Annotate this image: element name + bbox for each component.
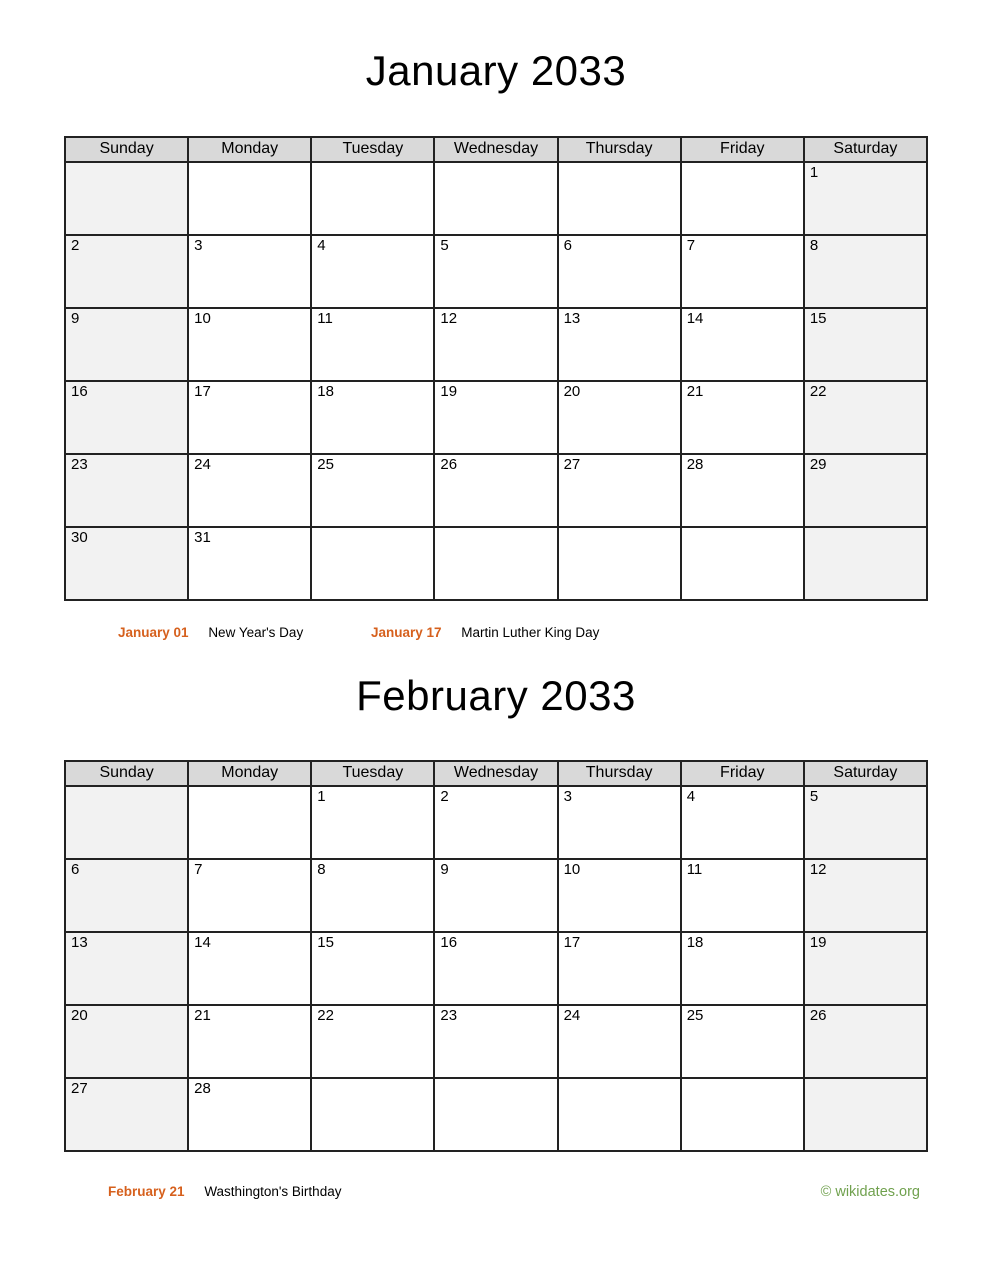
date-cell: 3: [188, 235, 311, 308]
week-row: [65, 454, 927, 527]
date-cell: 15: [311, 932, 434, 1005]
date-cell: 16: [434, 932, 557, 1005]
day-header: Thursday: [558, 761, 681, 786]
date-cell: 20: [65, 1005, 188, 1078]
date-cell: 1: [804, 162, 927, 235]
date-cell: 12: [804, 859, 927, 932]
january-calendar-table: [64, 136, 928, 601]
date-cell: [188, 786, 311, 859]
date-cell: 27: [558, 454, 681, 527]
day-header: Sunday: [65, 761, 188, 786]
week-row: [65, 786, 927, 859]
footer: [64, 1184, 928, 1200]
date-cell: [558, 162, 681, 235]
week-row: [65, 859, 927, 932]
date-cell: 13: [558, 308, 681, 381]
february-holidays-row: [108, 1184, 405, 1200]
date-cell: 31: [188, 527, 311, 600]
day-header: Saturday: [804, 761, 927, 786]
date-cell: 2: [434, 786, 557, 859]
day-header-row: [65, 137, 927, 162]
holiday-date: January 17: [370, 625, 442, 641]
january-holidays-row: [118, 625, 928, 641]
date-cell: [804, 1078, 927, 1151]
date-cell: 4: [311, 235, 434, 308]
holiday-name: New Year's Day: [208, 625, 304, 641]
date-cell: 5: [434, 235, 557, 308]
date-cell: 30: [65, 527, 188, 600]
week-row: [65, 235, 927, 308]
date-cell: 23: [65, 454, 188, 527]
february-calendar-table: [64, 760, 928, 1152]
day-header: Thursday: [558, 137, 681, 162]
date-cell: 23: [434, 1005, 557, 1078]
date-cell: 8: [804, 235, 927, 308]
date-cell: 6: [558, 235, 681, 308]
week-row: [65, 527, 927, 600]
date-cell: [434, 1078, 557, 1151]
date-cell: 18: [311, 381, 434, 454]
date-cell: [681, 527, 804, 600]
date-cell: [311, 527, 434, 600]
date-cell: 11: [311, 308, 434, 381]
date-cell: 27: [65, 1078, 188, 1151]
day-header: Monday: [188, 761, 311, 786]
date-cell: 19: [434, 381, 557, 454]
date-cell: 20: [558, 381, 681, 454]
date-cell: 4: [681, 786, 804, 859]
week-row: [65, 162, 927, 235]
date-cell: 21: [188, 1005, 311, 1078]
date-cell: 17: [558, 932, 681, 1005]
date-cell: [434, 162, 557, 235]
date-cell: [681, 1078, 804, 1151]
week-row: [65, 308, 927, 381]
date-cell: 28: [188, 1078, 311, 1151]
date-cell: 17: [188, 381, 311, 454]
date-cell: 26: [804, 1005, 927, 1078]
february-title-wrap: [64, 641, 928, 759]
date-cell: 19: [804, 932, 927, 1005]
date-cell: [65, 162, 188, 235]
holiday-date: February 21: [108, 1183, 185, 1199]
week-row: [65, 1078, 927, 1151]
date-cell: [558, 1078, 681, 1151]
date-cell: [311, 162, 434, 235]
date-cell: 3: [558, 786, 681, 859]
month-section-february: [64, 641, 928, 1151]
date-cell: 9: [65, 308, 188, 381]
date-cell: [681, 162, 804, 235]
day-header: Saturday: [804, 137, 927, 162]
date-cell: 24: [188, 454, 311, 527]
day-header: Friday: [681, 761, 804, 786]
date-cell: 16: [65, 381, 188, 454]
date-cell: [311, 1078, 434, 1151]
wikidates-copyright-link[interactable]: © wikidates.org: [820, 1183, 920, 1200]
date-cell: 7: [681, 235, 804, 308]
month-section-january: [64, 0, 928, 641]
day-header-row: [65, 761, 927, 786]
date-cell: 15: [804, 308, 927, 381]
date-cell: 21: [681, 381, 804, 454]
date-cell: 13: [65, 932, 188, 1005]
day-header: Monday: [188, 137, 311, 162]
date-cell: [804, 527, 927, 600]
day-header: Wednesday: [434, 761, 557, 786]
holiday-name: Wasthington's Birthday: [204, 1183, 342, 1199]
date-cell: 2: [65, 235, 188, 308]
date-cell: 14: [681, 308, 804, 381]
week-row: [65, 1005, 927, 1078]
date-cell: 29: [804, 454, 927, 527]
footer-right: [821, 1184, 920, 1200]
date-cell: 14: [188, 932, 311, 1005]
holiday-name: Martin Luther King Day: [461, 625, 600, 641]
day-header: Sunday: [65, 137, 188, 162]
date-cell: [188, 162, 311, 235]
month-title-february: February 2033: [356, 672, 636, 720]
date-cell: 6: [65, 859, 188, 932]
date-cell: 24: [558, 1005, 681, 1078]
date-cell: 26: [434, 454, 557, 527]
date-cell: 10: [188, 308, 311, 381]
date-cell: 25: [311, 454, 434, 527]
date-cell: 9: [434, 859, 557, 932]
day-header: Friday: [681, 137, 804, 162]
date-cell: [65, 786, 188, 859]
day-header: Tuesday: [311, 137, 434, 162]
january-title-wrap: [64, 0, 928, 136]
date-cell: 22: [311, 1005, 434, 1078]
date-cell: 7: [188, 859, 311, 932]
holiday-date: January 01: [118, 625, 189, 641]
date-cell: 11: [681, 859, 804, 932]
day-header: Tuesday: [311, 761, 434, 786]
date-cell: 8: [311, 859, 434, 932]
date-cell: 12: [434, 308, 557, 381]
date-cell: 22: [804, 381, 927, 454]
week-row: [65, 932, 927, 1005]
date-cell: 5: [804, 786, 927, 859]
date-cell: [558, 527, 681, 600]
week-row: [65, 381, 927, 454]
day-header: Wednesday: [434, 137, 557, 162]
date-cell: 1: [311, 786, 434, 859]
date-cell: 28: [681, 454, 804, 527]
date-cell: 10: [558, 859, 681, 932]
date-cell: 25: [681, 1005, 804, 1078]
month-title-january: January 2033: [365, 47, 627, 94]
date-cell: 18: [681, 932, 804, 1005]
date-cell: [434, 527, 557, 600]
